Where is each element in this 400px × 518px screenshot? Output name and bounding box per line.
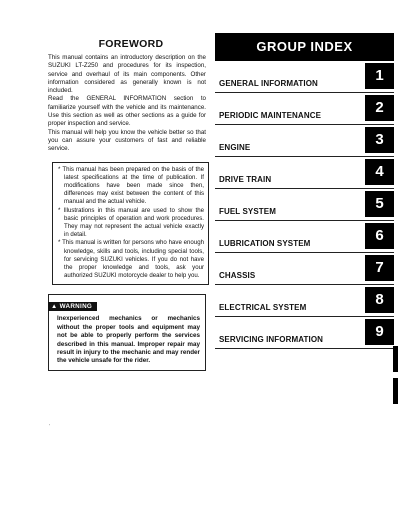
index-row-servicing-information[interactable]: [215, 317, 394, 349]
index-row-drive-train[interactable]: [215, 157, 394, 189]
index-row-periodic-maintenance[interactable]: [215, 93, 394, 125]
index-row-engine[interactable]: [215, 125, 394, 157]
index-row-general-information[interactable]: [215, 61, 394, 93]
index-label: LUBRICATION SYSTEM: [219, 239, 311, 248]
index-label: SERVICING INFORMATION: [219, 335, 324, 344]
edge-tab-marker: [393, 346, 398, 372]
notes-box: [52, 162, 209, 286]
index-label: ENGINE: [219, 143, 251, 152]
group-index: [215, 33, 394, 349]
index-tab-number[interactable]: 5: [365, 191, 394, 217]
note-item: * This manual has been prepared on the basis of the latest specifications at the time of publication. If modifications have been made since then, differences may exist between the content of this manual and the actual vehicle.: [58, 165, 204, 206]
warning-box: [48, 294, 206, 370]
index-label: ELECTRICAL SYSTEM: [219, 303, 307, 312]
index-label: PERIODIC MAINTENANCE: [219, 111, 322, 120]
index-label: CHASSIS: [219, 271, 256, 280]
foreword-paragraph: This manual will help you know the vehicle better so that you can assure your customers of fast and reliable service.: [48, 128, 206, 153]
index-tab-number[interactable]: 6: [365, 223, 394, 249]
foreword-title: FOREWORD: [98, 38, 164, 50]
index-tab-number[interactable]: 9: [365, 319, 394, 345]
index-label: DRIVE TRAIN: [219, 175, 272, 184]
note-item: * Illustrations in this manual are used to show the basic principles of operation and work procedures. They may not represent the actual vehicle exactly in detail.: [58, 206, 204, 239]
warning-label: ▲ WARNING: [48, 302, 97, 311]
index-row-lubrication-system[interactable]: [215, 221, 394, 253]
index-label: GENERAL INFORMATION: [219, 79, 318, 88]
index-tab-number[interactable]: 3: [365, 127, 394, 153]
edge-tab-marker: [393, 378, 398, 404]
index-row-chassis[interactable]: [215, 253, 394, 285]
index-row-fuel-system[interactable]: [215, 189, 394, 221]
group-index-title: GROUP INDEX: [215, 33, 394, 61]
warning-text: Inexperienced mechanics or mechanics without the proper tools and equipment may not be able to properly perform the services described in this manual. Improper repair may result in injury to the mechanic and may render the vehicle unsafe for the rider.: [57, 315, 200, 365]
foreword-section: [48, 38, 206, 371]
index-label: FUEL SYSTEM: [219, 207, 276, 216]
index-tab-number[interactable]: 1: [365, 63, 394, 89]
note-item: * This manual is written for persons who have enough knowledge, skills and tools, including special tools, for servicing SUZUKI vehicles. If you do not have the proper knowledge and tools, ask your authorized SUZUKI motorcycle dealer to help you.: [58, 239, 204, 280]
foreword-paragraph: Read the GENERAL INFORMATION section to familiarize yourself with the vehicle and its maintenance. Use this section as well as other sections as a guide for proper inspection and service.: [48, 95, 206, 128]
index-tab-number[interactable]: 8: [365, 287, 394, 313]
index-tab-number[interactable]: 4: [365, 159, 394, 185]
index-tab-number[interactable]: 2: [365, 95, 394, 121]
foreword-paragraph: This manual contains an introductory description on the SUZUKI LT-Z250 and procedures for its inspection, service and overhaul of its main components. Other information considered as generally known is not included.: [48, 54, 206, 95]
page-mark: ': [49, 424, 50, 430]
index-row-electrical-system[interactable]: [215, 285, 394, 317]
index-tab-number[interactable]: 7: [365, 255, 394, 281]
